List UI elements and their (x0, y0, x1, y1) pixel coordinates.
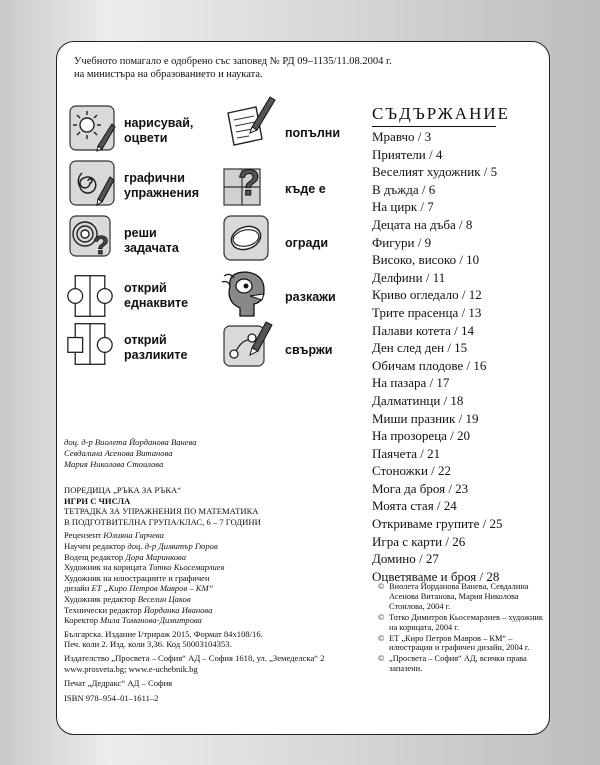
svg-text:?: ? (93, 230, 109, 260)
toc-item: Домино / 27 (372, 551, 439, 567)
toc-item: Децата на дъба / 8 (372, 216, 473, 232)
credit-name: Мила Томанова-Димитрова (100, 615, 202, 626)
copyright-text: Тотко Димитров Кьосемарлиев – художник на корицата, 2004 г. (389, 612, 543, 632)
printer-line: Печат „Дедракс“ АД – София (64, 678, 173, 689)
credit-role: Коректор (64, 615, 101, 626)
toc-item: Паячета / 21 (372, 445, 441, 461)
author-name: Мария Николова Стоилова (64, 459, 164, 469)
credit-role: дизайн (64, 583, 92, 594)
legend-label-line: разкажи (285, 290, 336, 304)
legend-label-line: разликите (124, 348, 188, 362)
credit-name: ЕТ „Киро Петров Мавров – КМ“ (91, 583, 214, 594)
toc-item: Криво огледало / 12 (372, 287, 482, 303)
toc-item: Ден след ден / 15 (372, 340, 468, 356)
book-subtitle: ТЕТРАДКА ЗА УПРАЖНЕНИЯ ПО МАТЕМАТИКА (64, 506, 259, 517)
legend-label-line: реши (124, 226, 157, 240)
approval-note (74, 55, 414, 81)
toc-item: Приятели / 4 (372, 146, 443, 162)
credit-name: Юлияна Гарчева (103, 530, 164, 541)
legend-label-line: открий (124, 281, 167, 295)
toc-item: Игра с карти / 26 (372, 533, 466, 549)
toc-item: На пазара / 17 (372, 375, 450, 391)
credit-role: Художник на корицата (64, 562, 149, 573)
toc-list (372, 128, 542, 585)
legend-label-line: открий (124, 333, 167, 347)
credit-role: Художник редактор (64, 593, 138, 604)
graphic-exercise-icon (68, 159, 116, 207)
toc-item: Мравчо / 3 (372, 129, 432, 144)
credit-line (64, 594, 364, 605)
credit-role: Художник на илюстрациите и графичен (64, 572, 210, 583)
book-title: ИГРИ С ЧИСЛА (64, 495, 131, 506)
credit-name: Йорданка Иванова (143, 604, 213, 615)
toc-item: Веселият художник / 5 (372, 164, 498, 180)
series-name: ПОРЕДИЦА „РЪКА ЗА РЪКА“ (64, 485, 182, 495)
copyright-icon: © (378, 612, 385, 622)
toc-item: Обичам плодове / 16 (372, 357, 487, 373)
toc-item: Откриваме групите / 25 (372, 516, 503, 532)
credit-line (64, 562, 364, 573)
copyright-text: „Просвета – София“ АД, всички права запазени. (389, 654, 527, 674)
book-subtitle: В ПОДГОТВИТЕЛНА ГРУПА/КЛАС, 6 – 7 ГОДИНИ (64, 516, 261, 527)
legend-label-line: упражнения (124, 186, 199, 200)
copyright-icon: © (378, 654, 385, 664)
toc-item: Високо, високо / 10 (372, 252, 480, 268)
tell-story-icon (220, 268, 272, 320)
copyright-text: ЕТ „Киро Петров Мавров – КМ“ – илюстрации и графичен дизайн, 2004 г. (389, 633, 530, 653)
edition-line: Печ. коли 2. Изд. коли 3,36. Код 50003104353. (64, 639, 232, 650)
authors-block (64, 437, 197, 470)
circle-around-icon (222, 214, 270, 262)
credit-line (64, 552, 364, 563)
credit-line (64, 615, 364, 626)
credit-line (64, 583, 364, 594)
approval-line: на министъра на образованието и науката. (74, 69, 263, 80)
credit-line (64, 541, 364, 552)
credit-name: доц. д-р Димитър Гюров (127, 540, 218, 551)
credit-role: Технически редактор (64, 604, 144, 615)
legend-label-line: нарисувай, (124, 116, 194, 130)
toc-item: Далматинци / 18 (372, 392, 464, 408)
draw-color-icon (68, 104, 116, 152)
legend-label-line: къде е (285, 182, 326, 196)
copyright-note (378, 654, 543, 674)
credit-line (64, 530, 364, 541)
credit-line (64, 605, 364, 616)
toc-item: Мога да броя / 23 (372, 480, 469, 496)
author-name: доц. д-р Виолета Йорданова Ванева (64, 437, 197, 447)
copyright-note (378, 613, 543, 633)
find-differences-icon (66, 320, 114, 368)
copyright-icon: © (378, 582, 385, 591)
edition-line: Българска. Издание I/трираж 2015. Формат 84х108/16. (64, 628, 263, 639)
copyright-note (378, 582, 543, 612)
toc-item: На прозореца / 20 (372, 428, 471, 444)
toc-item: Моята стая / 24 (372, 498, 457, 514)
legend-label-line: графични (124, 171, 185, 185)
approval-line: Учебното помагало е одобрено със заповед № РД 09–1135/11.08.2004 г. (74, 56, 392, 67)
fill-in-icon (222, 93, 276, 149)
legend-label-line: попълни (285, 126, 341, 140)
toc-item: Оцветяваме и броя / 28 (372, 568, 500, 584)
credit-name: Тотко Кьосемарлиев (148, 562, 225, 573)
connect-icon (222, 318, 274, 370)
copyright-text: Виолета Йорданова Ванева, Севдалина Асенова Витанова, Мария Николова Стоилова, 2004 г. (389, 582, 529, 611)
credit-role: Водещ редактор (64, 551, 126, 562)
toc-item: Палави котета / 14 (372, 322, 475, 338)
copyright-list (378, 582, 543, 675)
find-same-icon (66, 272, 114, 320)
legend-label-line: оцвети (124, 131, 168, 145)
publisher-line: Издателство „Просвета – София“ АД – София 1618, ул. „Земеделска“ 2 (64, 652, 325, 663)
credit-name: Дора Маринкова (125, 551, 187, 562)
svg-text:?: ? (238, 162, 260, 203)
credit-role: Научен редактор (64, 540, 128, 551)
toc-item: Стоножки / 22 (372, 463, 452, 479)
toc-item: На цирк / 7 (372, 199, 434, 215)
publisher-websites: www.prosveta.bg; www.e-uchebnik.bg (64, 663, 198, 674)
legend-label-line: еднаквите (124, 296, 189, 310)
toc-item: Миши празник / 19 (372, 410, 479, 426)
copyright-icon: © (378, 633, 385, 643)
solve-task-icon (68, 214, 116, 262)
legend-label-line: огради (285, 236, 329, 250)
legend-label-line: задачата (124, 241, 179, 255)
legend-label-line: свържи (285, 343, 333, 357)
credit-line (64, 573, 364, 584)
toc-title: СЪДЪРЖАНИЕ (372, 104, 496, 127)
credit-name: Веселин Цаков (137, 593, 191, 604)
toc-item: Фигури / 9 (372, 234, 432, 250)
toc-item: Трите прасенца / 13 (372, 304, 482, 320)
copyright-note (378, 634, 543, 654)
toc-item: Делфини / 11 (372, 269, 446, 285)
isbn: ISBN 978–954–01–1611–2 (64, 692, 159, 703)
where-is-icon (222, 159, 270, 207)
toc-item: В дъжда / 6 (372, 181, 436, 197)
imprint-block (64, 485, 364, 703)
author-name: Севдалина Асенова Витанова (64, 448, 173, 458)
credit-role: Рецензент (64, 530, 104, 541)
